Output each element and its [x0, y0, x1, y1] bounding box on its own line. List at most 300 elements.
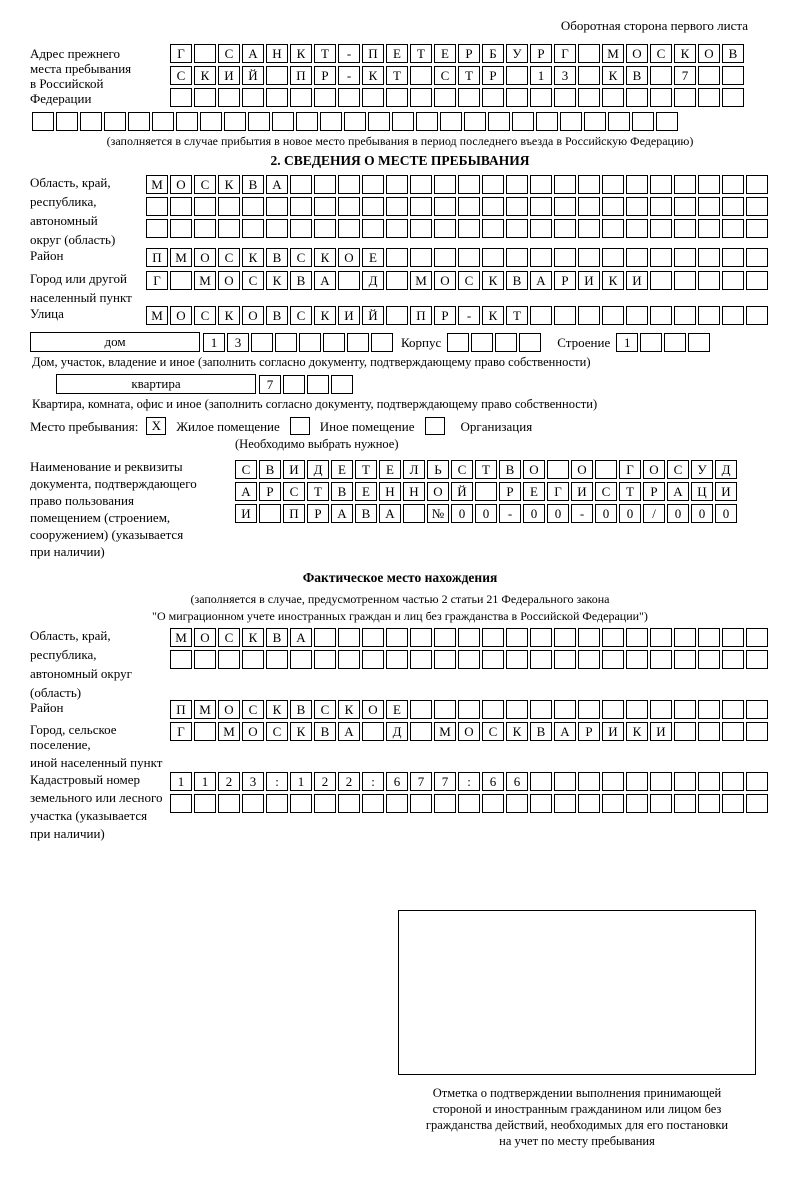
char-cell[interactable]: [698, 650, 720, 669]
char-cell[interactable]: 7: [259, 375, 281, 394]
char-cell[interactable]: [458, 794, 480, 813]
char-cell[interactable]: [128, 112, 150, 131]
char-cell[interactable]: К: [602, 66, 624, 85]
char-cell[interactable]: [746, 794, 768, 813]
checkbox-other[interactable]: [290, 417, 310, 435]
char-cell[interactable]: К: [290, 722, 312, 741]
char-cell[interactable]: Г: [619, 460, 641, 479]
char-cell[interactable]: [554, 219, 576, 238]
char-cell[interactable]: [266, 197, 288, 216]
char-cell[interactable]: [698, 271, 720, 290]
char-cell[interactable]: [218, 219, 240, 238]
char-cell[interactable]: [626, 772, 648, 791]
char-cell[interactable]: [650, 794, 672, 813]
char-cell[interactable]: М: [410, 271, 432, 290]
char-cell[interactable]: Ь: [427, 460, 449, 479]
char-cell[interactable]: [266, 794, 288, 813]
char-cell[interactable]: Т: [307, 482, 329, 501]
char-cell[interactable]: [290, 88, 312, 107]
char-cell[interactable]: В: [530, 722, 552, 741]
char-cell[interactable]: [338, 197, 360, 216]
char-cell[interactable]: [314, 794, 336, 813]
char-cell[interactable]: [578, 197, 600, 216]
char-cell[interactable]: [506, 628, 528, 647]
char-cell[interactable]: [434, 628, 456, 647]
char-cell[interactable]: [307, 375, 329, 394]
char-cell[interactable]: 1: [170, 772, 192, 791]
char-cell[interactable]: С: [194, 175, 216, 194]
char-cell[interactable]: К: [218, 175, 240, 194]
char-cell[interactable]: [632, 112, 654, 131]
char-cell[interactable]: [362, 722, 384, 741]
char-cell[interactable]: 0: [691, 504, 713, 523]
char-cell[interactable]: [608, 112, 630, 131]
char-cell[interactable]: К: [314, 248, 336, 267]
char-cell[interactable]: В: [266, 306, 288, 325]
char-cell[interactable]: [386, 628, 408, 647]
char-cell[interactable]: К: [194, 66, 216, 85]
char-cell[interactable]: [458, 248, 480, 267]
char-cell[interactable]: -: [571, 504, 593, 523]
char-cell[interactable]: [554, 175, 576, 194]
char-cell[interactable]: О: [194, 248, 216, 267]
char-cell[interactable]: [650, 88, 672, 107]
char-cell[interactable]: [104, 112, 126, 131]
char-cell[interactable]: [530, 88, 552, 107]
char-cell[interactable]: П: [290, 66, 312, 85]
char-cell[interactable]: К: [242, 248, 264, 267]
char-cell[interactable]: [722, 219, 744, 238]
char-cell[interactable]: О: [338, 248, 360, 267]
char-cell[interactable]: Р: [307, 504, 329, 523]
char-cell[interactable]: [362, 794, 384, 813]
char-cell[interactable]: С: [235, 460, 257, 479]
char-cell[interactable]: [290, 197, 312, 216]
char-cell[interactable]: [650, 197, 672, 216]
char-cell[interactable]: И: [650, 722, 672, 741]
char-cell[interactable]: Р: [643, 482, 665, 501]
char-cell[interactable]: [530, 794, 552, 813]
char-cell[interactable]: И: [602, 722, 624, 741]
char-cell[interactable]: С: [218, 248, 240, 267]
char-cell[interactable]: П: [170, 700, 192, 719]
char-cell[interactable]: [290, 794, 312, 813]
char-cell[interactable]: О: [218, 700, 240, 719]
char-cell[interactable]: В: [499, 460, 521, 479]
char-cell[interactable]: И: [235, 504, 257, 523]
char-cell[interactable]: [698, 88, 720, 107]
char-cell[interactable]: 6: [386, 772, 408, 791]
char-cell[interactable]: [506, 219, 528, 238]
char-cell[interactable]: О: [170, 175, 192, 194]
char-cell[interactable]: 2: [314, 772, 336, 791]
char-cell[interactable]: [434, 197, 456, 216]
checkbox-residential[interactable]: X: [146, 417, 166, 435]
char-cell[interactable]: [554, 248, 576, 267]
char-cell[interactable]: [602, 88, 624, 107]
char-cell[interactable]: М: [602, 44, 624, 63]
char-cell[interactable]: Г: [170, 44, 192, 63]
char-cell[interactable]: [194, 197, 216, 216]
char-cell[interactable]: [458, 700, 480, 719]
char-cell[interactable]: 6: [482, 772, 504, 791]
char-cell[interactable]: [650, 650, 672, 669]
char-cell[interactable]: Е: [362, 248, 384, 267]
char-cell[interactable]: М: [146, 175, 168, 194]
char-cell[interactable]: [176, 112, 198, 131]
char-cell[interactable]: С: [314, 700, 336, 719]
char-cell[interactable]: [218, 650, 240, 669]
char-cell[interactable]: Р: [499, 482, 521, 501]
char-cell[interactable]: [746, 700, 768, 719]
char-cell[interactable]: Р: [434, 306, 456, 325]
char-cell[interactable]: [554, 88, 576, 107]
char-cell[interactable]: [434, 794, 456, 813]
char-cell[interactable]: С: [242, 271, 264, 290]
char-cell[interactable]: [746, 271, 768, 290]
char-cell[interactable]: [56, 112, 78, 131]
char-cell[interactable]: [410, 88, 432, 107]
char-cell[interactable]: [688, 333, 710, 352]
char-cell[interactable]: [698, 700, 720, 719]
char-cell[interactable]: [386, 88, 408, 107]
char-cell[interactable]: 6: [506, 772, 528, 791]
char-cell[interactable]: [626, 650, 648, 669]
char-cell[interactable]: [640, 333, 662, 352]
char-cell[interactable]: [471, 333, 493, 352]
char-cell[interactable]: 7: [410, 772, 432, 791]
char-cell[interactable]: [602, 794, 624, 813]
char-cell[interactable]: 1: [290, 772, 312, 791]
char-cell[interactable]: [347, 333, 369, 352]
char-cell[interactable]: [170, 219, 192, 238]
char-cell[interactable]: [146, 197, 168, 216]
char-cell[interactable]: [698, 794, 720, 813]
char-cell[interactable]: [602, 700, 624, 719]
char-cell[interactable]: [458, 628, 480, 647]
char-cell[interactable]: [296, 112, 318, 131]
char-cell[interactable]: [722, 197, 744, 216]
char-cell[interactable]: [482, 794, 504, 813]
char-cell[interactable]: И: [578, 271, 600, 290]
char-cell[interactable]: [578, 88, 600, 107]
char-cell[interactable]: [722, 248, 744, 267]
char-cell[interactable]: [434, 88, 456, 107]
char-cell[interactable]: С: [290, 306, 312, 325]
char-cell[interactable]: Е: [379, 460, 401, 479]
char-cell[interactable]: Е: [434, 44, 456, 63]
char-cell[interactable]: К: [290, 44, 312, 63]
char-cell[interactable]: [578, 219, 600, 238]
char-cell[interactable]: [664, 333, 686, 352]
char-cell[interactable]: [698, 66, 720, 85]
char-cell[interactable]: [595, 460, 617, 479]
char-cell[interactable]: Н: [403, 482, 425, 501]
char-cell[interactable]: -: [338, 66, 360, 85]
char-cell[interactable]: [626, 175, 648, 194]
char-cell[interactable]: [194, 219, 216, 238]
char-cell[interactable]: 0: [619, 504, 641, 523]
char-cell[interactable]: 3: [242, 772, 264, 791]
char-cell[interactable]: С: [458, 271, 480, 290]
char-cell[interactable]: [170, 88, 192, 107]
char-cell[interactable]: [722, 722, 744, 741]
char-cell[interactable]: [554, 628, 576, 647]
char-cell[interactable]: [242, 219, 264, 238]
char-cell[interactable]: [458, 175, 480, 194]
char-cell[interactable]: С: [290, 248, 312, 267]
char-cell[interactable]: [746, 248, 768, 267]
char-cell[interactable]: [506, 197, 528, 216]
char-cell[interactable]: 1: [530, 66, 552, 85]
char-cell[interactable]: [314, 175, 336, 194]
char-cell[interactable]: [602, 248, 624, 267]
char-cell[interactable]: [650, 628, 672, 647]
char-cell[interactable]: [338, 219, 360, 238]
char-cell[interactable]: [626, 248, 648, 267]
char-cell[interactable]: А: [290, 628, 312, 647]
char-cell[interactable]: О: [698, 44, 720, 63]
char-cell[interactable]: [170, 197, 192, 216]
char-cell[interactable]: [251, 333, 273, 352]
char-cell[interactable]: [506, 700, 528, 719]
char-cell[interactable]: К: [314, 306, 336, 325]
char-cell[interactable]: О: [242, 306, 264, 325]
char-cell[interactable]: [674, 628, 696, 647]
char-cell[interactable]: С: [283, 482, 305, 501]
char-cell[interactable]: [578, 650, 600, 669]
char-cell[interactable]: [746, 628, 768, 647]
char-cell[interactable]: [530, 628, 552, 647]
char-cell[interactable]: Р: [314, 66, 336, 85]
char-cell[interactable]: Р: [554, 271, 576, 290]
char-cell[interactable]: [674, 772, 696, 791]
char-cell[interactable]: [698, 175, 720, 194]
char-cell[interactable]: О: [626, 44, 648, 63]
char-cell[interactable]: В: [266, 248, 288, 267]
char-cell[interactable]: В: [290, 271, 312, 290]
char-cell[interactable]: [482, 197, 504, 216]
char-cell[interactable]: [248, 112, 270, 131]
char-cell[interactable]: К: [218, 306, 240, 325]
char-cell[interactable]: И: [571, 482, 593, 501]
char-cell[interactable]: [578, 66, 600, 85]
char-cell[interactable]: [434, 219, 456, 238]
char-cell[interactable]: [320, 112, 342, 131]
char-cell[interactable]: [602, 197, 624, 216]
char-cell[interactable]: [338, 628, 360, 647]
char-cell[interactable]: [698, 628, 720, 647]
char-cell[interactable]: К: [482, 271, 504, 290]
char-cell[interactable]: [146, 219, 168, 238]
char-cell[interactable]: О: [218, 271, 240, 290]
char-cell[interactable]: [290, 175, 312, 194]
char-cell[interactable]: [506, 650, 528, 669]
char-cell[interactable]: [578, 772, 600, 791]
char-cell[interactable]: К: [506, 722, 528, 741]
char-cell[interactable]: Е: [355, 482, 377, 501]
char-cell[interactable]: [602, 772, 624, 791]
char-cell[interactable]: [626, 700, 648, 719]
char-cell[interactable]: [410, 197, 432, 216]
char-cell[interactable]: [656, 112, 678, 131]
char-cell[interactable]: [386, 219, 408, 238]
char-cell[interactable]: Р: [458, 44, 480, 63]
char-cell[interactable]: [410, 66, 432, 85]
char-cell[interactable]: Д: [715, 460, 737, 479]
char-cell[interactable]: [674, 248, 696, 267]
char-cell[interactable]: [410, 628, 432, 647]
char-cell[interactable]: Г: [547, 482, 569, 501]
char-cell[interactable]: [554, 197, 576, 216]
char-cell[interactable]: [362, 175, 384, 194]
char-cell[interactable]: [746, 772, 768, 791]
char-cell[interactable]: С: [482, 722, 504, 741]
char-cell[interactable]: Р: [482, 66, 504, 85]
char-cell[interactable]: [578, 175, 600, 194]
char-cell[interactable]: [386, 175, 408, 194]
char-cell[interactable]: Г: [170, 722, 192, 741]
char-cell[interactable]: [458, 197, 480, 216]
char-cell[interactable]: [386, 306, 408, 325]
char-cell[interactable]: О: [643, 460, 665, 479]
char-cell[interactable]: [416, 112, 438, 131]
char-cell[interactable]: С: [650, 44, 672, 63]
char-cell[interactable]: [290, 650, 312, 669]
char-cell[interactable]: [554, 794, 576, 813]
char-cell[interactable]: В: [314, 722, 336, 741]
char-cell[interactable]: [440, 112, 462, 131]
char-cell[interactable]: [536, 112, 558, 131]
char-cell[interactable]: [194, 44, 216, 63]
char-cell[interactable]: К: [482, 306, 504, 325]
char-cell[interactable]: [746, 722, 768, 741]
char-cell[interactable]: [266, 650, 288, 669]
char-cell[interactable]: [674, 650, 696, 669]
char-cell[interactable]: К: [602, 271, 624, 290]
char-cell[interactable]: [626, 306, 648, 325]
char-cell[interactable]: [194, 88, 216, 107]
char-cell[interactable]: [218, 794, 240, 813]
char-cell[interactable]: [578, 248, 600, 267]
char-cell[interactable]: [314, 219, 336, 238]
char-cell[interactable]: А: [338, 722, 360, 741]
char-cell[interactable]: [506, 66, 528, 85]
char-cell[interactable]: Т: [619, 482, 641, 501]
char-cell[interactable]: [392, 112, 414, 131]
char-cell[interactable]: К: [242, 628, 264, 647]
char-cell[interactable]: [447, 333, 469, 352]
char-cell[interactable]: [674, 722, 696, 741]
char-cell[interactable]: /: [643, 504, 665, 523]
char-cell[interactable]: [698, 306, 720, 325]
char-cell[interactable]: С: [451, 460, 473, 479]
char-cell[interactable]: О: [362, 700, 384, 719]
char-cell[interactable]: [578, 700, 600, 719]
char-cell[interactable]: [434, 248, 456, 267]
char-cell[interactable]: [506, 794, 528, 813]
char-cell[interactable]: [242, 197, 264, 216]
char-cell[interactable]: О: [170, 306, 192, 325]
char-cell[interactable]: [530, 175, 552, 194]
char-cell[interactable]: В: [242, 175, 264, 194]
char-cell[interactable]: [560, 112, 582, 131]
char-cell[interactable]: [458, 88, 480, 107]
char-cell[interactable]: [218, 88, 240, 107]
char-cell[interactable]: 0: [475, 504, 497, 523]
char-cell[interactable]: [482, 175, 504, 194]
char-cell[interactable]: Е: [331, 460, 353, 479]
char-cell[interactable]: [314, 88, 336, 107]
checkbox-organization[interactable]: [425, 417, 445, 435]
char-cell[interactable]: С: [434, 66, 456, 85]
char-cell[interactable]: 0: [523, 504, 545, 523]
char-cell[interactable]: О: [434, 271, 456, 290]
char-cell[interactable]: М: [218, 722, 240, 741]
char-cell[interactable]: К: [338, 700, 360, 719]
char-cell[interactable]: К: [626, 722, 648, 741]
char-cell[interactable]: [283, 375, 305, 394]
char-cell[interactable]: О: [523, 460, 545, 479]
char-cell[interactable]: [275, 333, 297, 352]
char-cell[interactable]: Р: [259, 482, 281, 501]
char-cell[interactable]: [722, 650, 744, 669]
char-cell[interactable]: [578, 628, 600, 647]
char-cell[interactable]: [602, 306, 624, 325]
char-cell[interactable]: Т: [458, 66, 480, 85]
char-cell[interactable]: [290, 219, 312, 238]
char-cell[interactable]: [458, 219, 480, 238]
char-cell[interactable]: [386, 197, 408, 216]
char-cell[interactable]: [242, 88, 264, 107]
char-cell[interactable]: А: [530, 271, 552, 290]
char-cell[interactable]: [722, 772, 744, 791]
char-cell[interactable]: Д: [386, 722, 408, 741]
char-cell[interactable]: [224, 112, 246, 131]
char-cell[interactable]: [602, 628, 624, 647]
char-cell[interactable]: [266, 219, 288, 238]
char-cell[interactable]: [464, 112, 486, 131]
char-cell[interactable]: [554, 700, 576, 719]
char-cell[interactable]: 2: [218, 772, 240, 791]
char-cell[interactable]: Р: [578, 722, 600, 741]
char-cell[interactable]: [218, 197, 240, 216]
char-cell[interactable]: М: [170, 248, 192, 267]
char-cell[interactable]: [362, 88, 384, 107]
char-cell[interactable]: [650, 175, 672, 194]
char-cell[interactable]: [242, 650, 264, 669]
char-cell[interactable]: [674, 197, 696, 216]
char-cell[interactable]: [674, 219, 696, 238]
char-cell[interactable]: [650, 700, 672, 719]
char-cell[interactable]: Т: [506, 306, 528, 325]
char-cell[interactable]: [482, 219, 504, 238]
char-cell[interactable]: В: [259, 460, 281, 479]
char-cell[interactable]: [530, 248, 552, 267]
char-cell[interactable]: [746, 175, 768, 194]
char-cell[interactable]: И: [338, 306, 360, 325]
char-cell[interactable]: [506, 248, 528, 267]
char-cell[interactable]: [344, 112, 366, 131]
char-cell[interactable]: [362, 219, 384, 238]
char-cell[interactable]: [338, 175, 360, 194]
char-cell[interactable]: 7: [434, 772, 456, 791]
char-cell[interactable]: [554, 306, 576, 325]
char-cell[interactable]: О: [427, 482, 449, 501]
char-cell[interactable]: [746, 650, 768, 669]
char-cell[interactable]: [626, 219, 648, 238]
char-cell[interactable]: Т: [355, 460, 377, 479]
